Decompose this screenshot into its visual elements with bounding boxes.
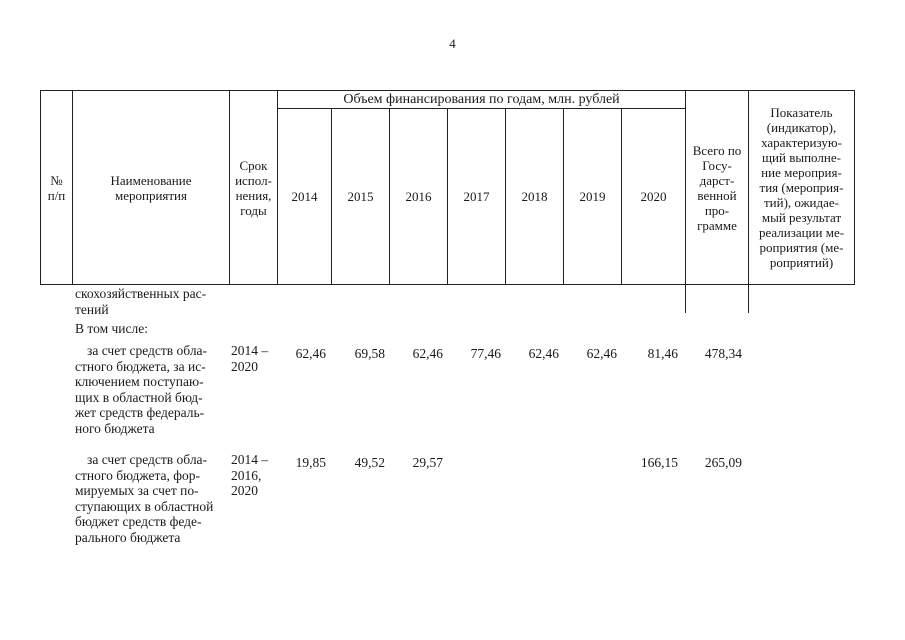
header-year-2019: 2019 [579, 189, 606, 204]
row-2-term: 2014 – 2016, 2020 [231, 452, 269, 499]
row-2-total: 265,09 [704, 455, 742, 470]
row-1-term: 2014 – 2020 [231, 343, 269, 374]
row-1-value-2019: 62,46 [586, 346, 617, 361]
row-1-value-2020: 81,46 [647, 346, 678, 361]
header-total: Всего по Госу- дарст- венной про- грамме [692, 142, 742, 233]
page-number: 4 [449, 36, 456, 51]
header-year-2020: 2020 [640, 189, 667, 204]
row-2-value-2014: 19,85 [295, 455, 326, 470]
row-2-value-2020: 166,15 [640, 455, 678, 470]
row-1-name: за счет средств обла- стного бюджета, за ис- ключением поступаю- щих в областной бюд- жет средств федераль- ного бюджета [75, 343, 208, 436]
header-funding: Объем финансирования по годам, млн. рублей [343, 92, 620, 107]
header-year-2014: 2014 [291, 189, 318, 204]
continuation-text: скохозяйственных рас- тений [75, 286, 207, 317]
header-year-2018: 2018 [521, 189, 548, 204]
header-term: Срок испол- нения, годы [235, 157, 272, 218]
row-1-value-2016: 62,46 [412, 346, 443, 361]
row-1-value-2018: 62,46 [528, 346, 559, 361]
header-year-2015: 2015 [347, 189, 374, 204]
row-2-value-2016: 29,57 [412, 455, 443, 470]
header-indicator: Показатель (индикатор), характеризую- щий выполне- ние мероприя- тия (мероприя- тий), ожидае- мый результат реализации ме- роприятия (ме- роприятий) [758, 105, 845, 270]
row-1-value-2015: 69,58 [354, 346, 385, 361]
row-2-value-2015: 49,52 [354, 455, 385, 470]
header-year-2017: 2017 [463, 189, 490, 204]
including-label: В том числе: [75, 321, 148, 336]
header-no: № п/п [47, 172, 66, 203]
header-name: Наименование мероприятия [110, 172, 192, 203]
row-1-value-2017: 77,46 [470, 346, 501, 361]
header-year-2016: 2016 [405, 189, 432, 204]
row-2-name: за счет средств обла- стного бюджета, фор- мируемых за счет по- ступающих в областной бюджет средств феде- рального бюджета [75, 452, 214, 545]
row-1-value-2014: 62,46 [295, 346, 326, 361]
row-1-total: 478,34 [704, 346, 742, 361]
